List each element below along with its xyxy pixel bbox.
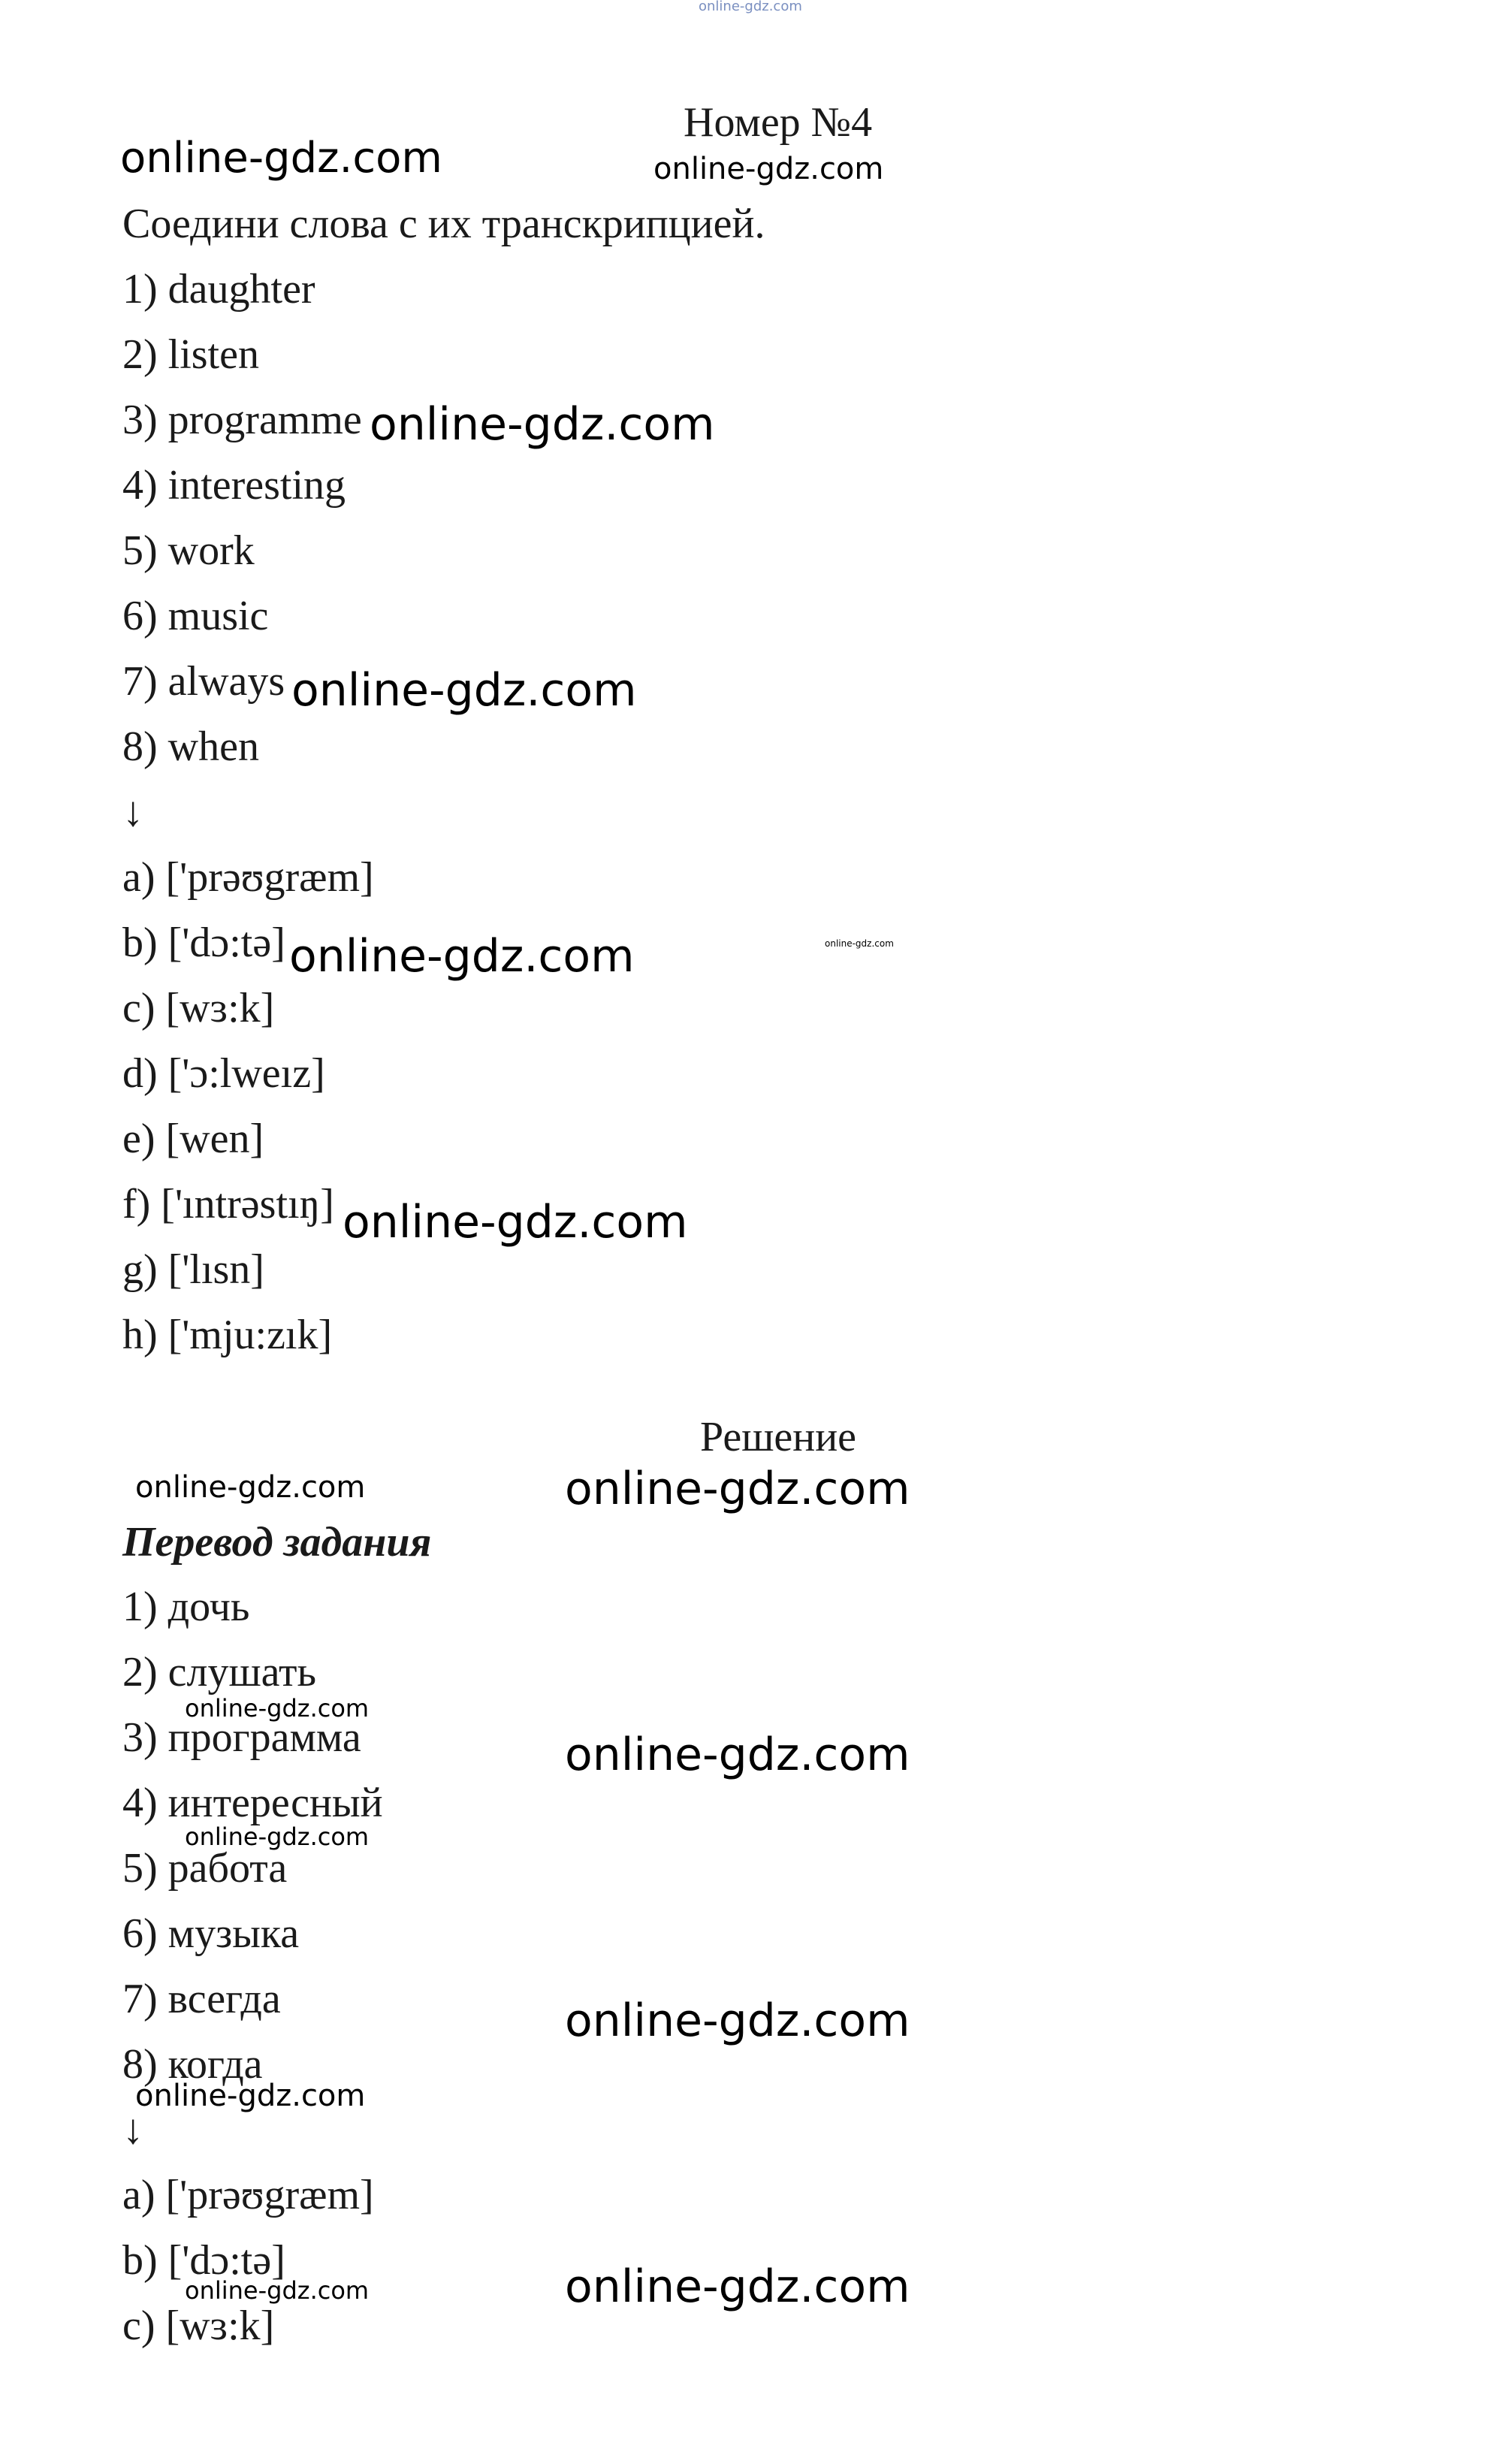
watermark: online-gdz.com bbox=[565, 1463, 910, 1515]
transcription-item: d) ['ɔ:lweız] bbox=[122, 1050, 325, 1097]
transcription-item: f) ['ıntrəstıŋ] bbox=[122, 1181, 334, 1227]
translation-item: 7) всегда bbox=[122, 1976, 281, 2022]
watermark: online-gdz.com bbox=[565, 2260, 910, 2313]
translation-item: 2) слушать bbox=[122, 1649, 316, 1696]
translation-item: 4) интересный bbox=[122, 1780, 383, 1826]
watermark: online-gdz.com bbox=[565, 1994, 910, 2047]
transcription-item: b) ['dɔ:tə] bbox=[122, 919, 285, 966]
word-item: 5) work bbox=[122, 527, 255, 574]
word-item: 3) programme bbox=[122, 397, 362, 443]
watermark: online-gdz.com bbox=[825, 938, 894, 949]
translation-item: 3) программа bbox=[122, 1714, 361, 1761]
transcription-item: h) ['mju:zık] bbox=[122, 1312, 333, 1358]
word-item: 8) when bbox=[122, 723, 259, 770]
watermark: online-gdz.com bbox=[343, 1196, 688, 1249]
task-number-heading: Номер №4 bbox=[684, 99, 873, 146]
transcription-item: c) [wɜ:k] bbox=[122, 2302, 275, 2349]
watermark: online-gdz.com bbox=[185, 1694, 370, 1723]
word-item: 4) interesting bbox=[122, 462, 346, 509]
watermark: online-gdz.com bbox=[135, 2079, 366, 2113]
translation-heading: Перевод задания bbox=[122, 1519, 432, 1566]
watermark: online-gdz.com bbox=[185, 2276, 370, 2305]
task-instruction: Соедини слова с их транскрипцией. bbox=[122, 201, 765, 247]
solution-heading: Решение bbox=[700, 1414, 857, 1460]
watermark: online-gdz.com bbox=[699, 0, 802, 14]
watermark: online-gdz.com bbox=[120, 134, 442, 183]
translation-item: 6) музыка bbox=[122, 1910, 300, 1957]
transcription-item: a) ['prəʊgræm] bbox=[122, 2172, 374, 2218]
watermark: online-gdz.com bbox=[565, 1729, 910, 1781]
word-item: 6) music bbox=[122, 593, 269, 639]
transcription-item: g) ['lısn] bbox=[122, 1246, 264, 1293]
transcription-item: c) [wɜ:k] bbox=[122, 985, 275, 1031]
watermark: online-gdz.com bbox=[653, 152, 884, 186]
translation-item: 1) дочь bbox=[122, 1584, 250, 1630]
word-item: 1) daughter bbox=[122, 266, 315, 313]
watermark: online-gdz.com bbox=[289, 930, 635, 983]
word-item: 7) always bbox=[122, 658, 285, 705]
transcription-item: a) ['prəʊgræm] bbox=[122, 854, 374, 901]
watermark: online-gdz.com bbox=[370, 398, 715, 451]
watermark: online-gdz.com bbox=[185, 1822, 370, 1851]
watermark: online-gdz.com bbox=[135, 1470, 366, 1505]
watermark: online-gdz.com bbox=[291, 664, 637, 717]
translation-item: 8) когда bbox=[122, 2041, 263, 2088]
transcription-item: b) ['dɔ:tə] bbox=[122, 2237, 285, 2284]
transcription-item: e) [wen] bbox=[122, 1116, 264, 1162]
translation-item: 5) работа bbox=[122, 1845, 288, 1892]
arrow-down: ↓ bbox=[122, 2106, 143, 2153]
arrow-down: ↓ bbox=[122, 789, 143, 835]
word-item: 2) listen bbox=[122, 331, 259, 378]
